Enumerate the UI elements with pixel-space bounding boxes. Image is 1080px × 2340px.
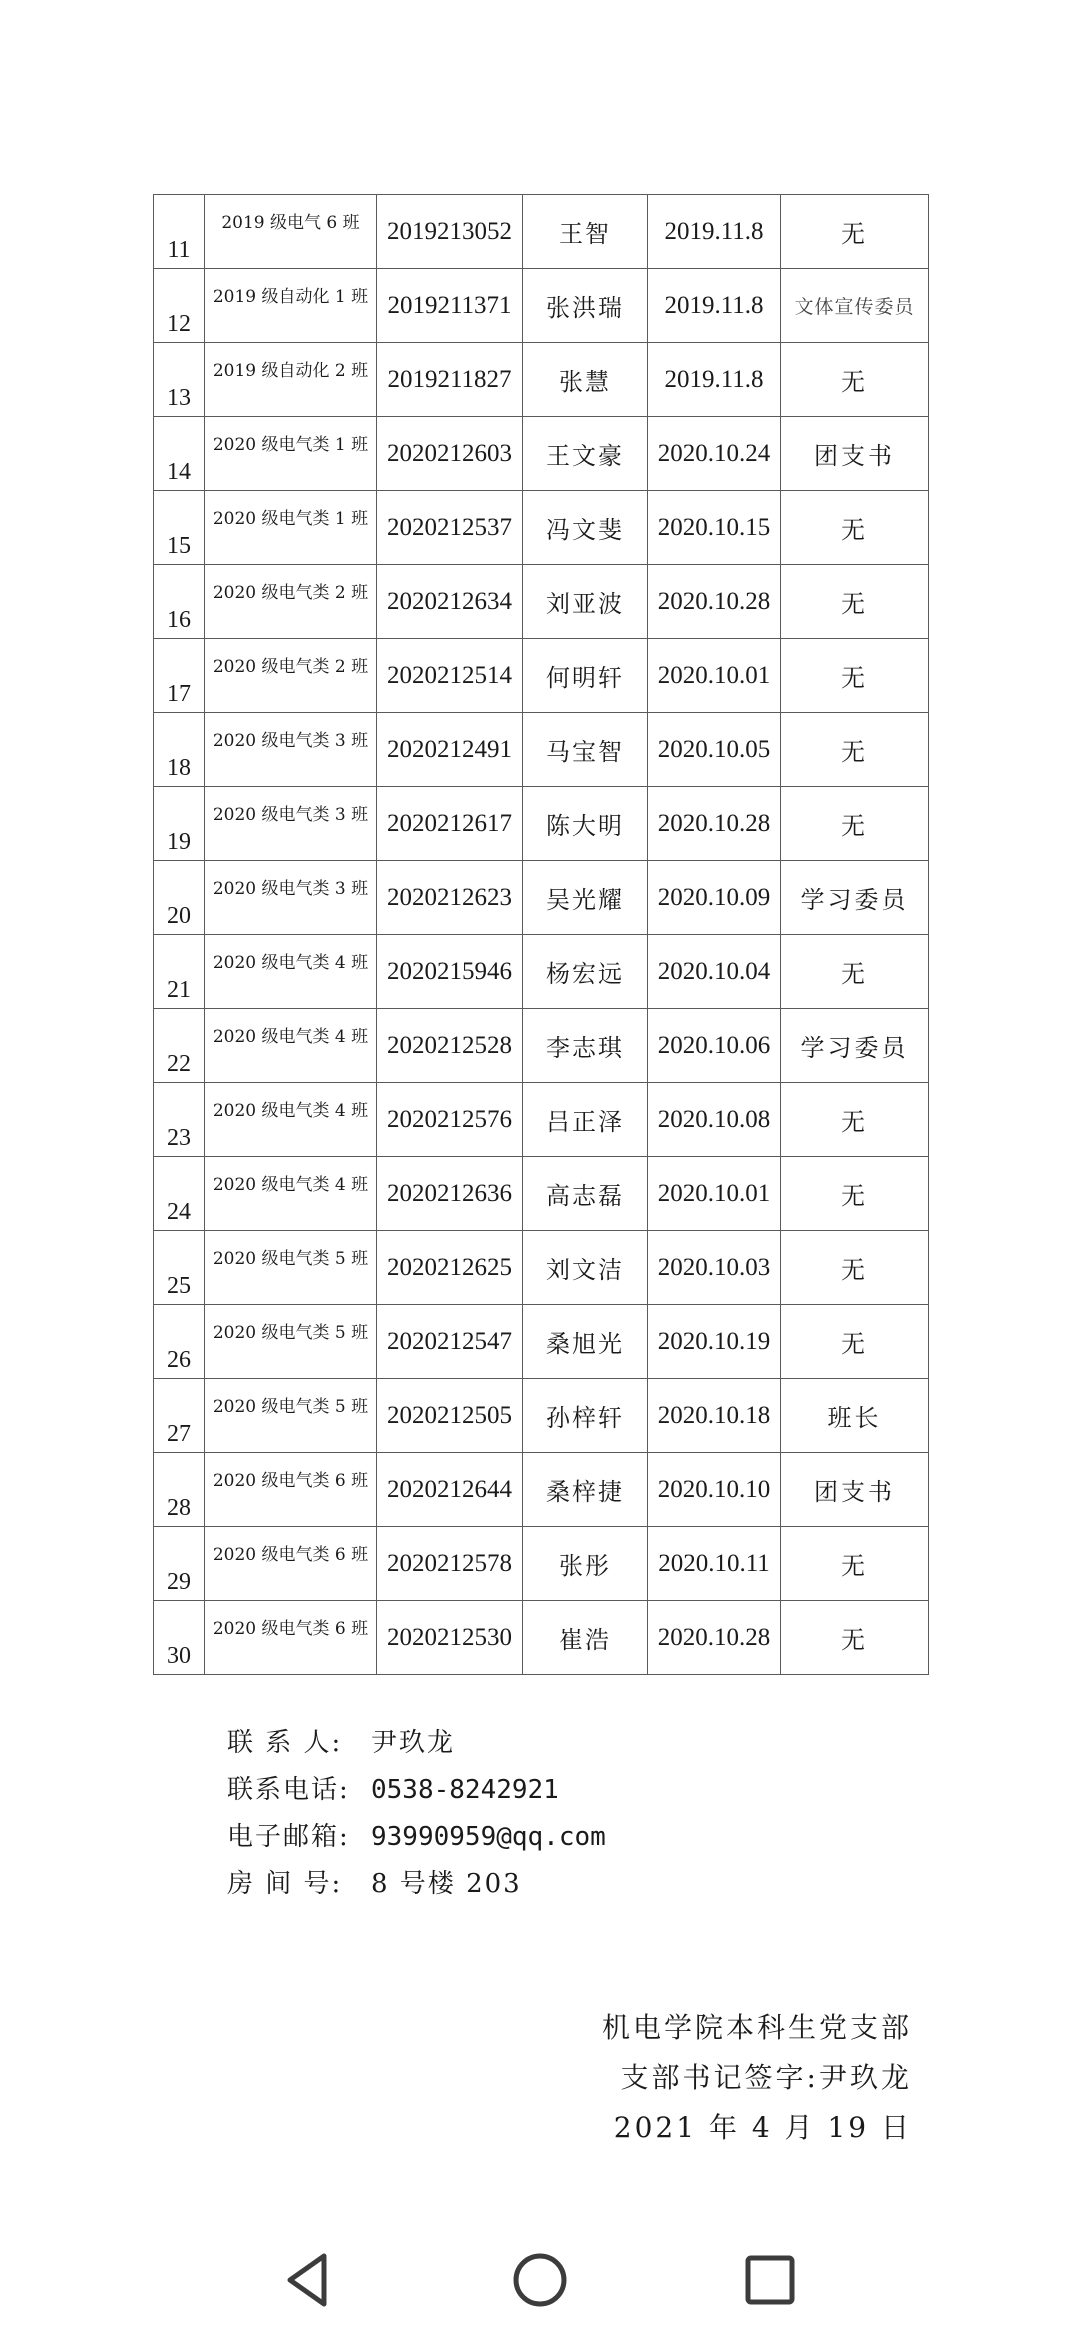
cell-class: 2020 级电气类 4 班 bbox=[205, 1157, 377, 1231]
contact-person-value: 尹玖龙 bbox=[371, 1728, 456, 1758]
cell-role: 团支书 bbox=[781, 417, 929, 491]
cell-name: 杨宏远 bbox=[523, 935, 648, 1009]
cell-date: 2020.10.09 bbox=[648, 861, 781, 935]
cell-role: 无 bbox=[781, 787, 929, 861]
cell-date: 2020.10.28 bbox=[648, 787, 781, 861]
table-row bbox=[154, 491, 929, 565]
cell-name: 张慧 bbox=[523, 343, 648, 417]
cell-role: 团支书 bbox=[781, 1453, 929, 1527]
home-circle-icon bbox=[510, 2250, 570, 2310]
cell-name: 李志琪 bbox=[523, 1009, 648, 1083]
cell-role: 班长 bbox=[781, 1379, 929, 1453]
cell-role: 无 bbox=[781, 1527, 929, 1601]
signature-org: 机电学院本科生党支部 bbox=[601, 2011, 912, 2044]
cell-class: 2020 级电气类 6 班 bbox=[205, 1527, 377, 1601]
cell-student-id: 2019213052 bbox=[377, 195, 523, 269]
table-row bbox=[154, 343, 929, 417]
cell-student-id: 2020215946 bbox=[377, 935, 523, 1009]
cell-class: 2020 级电气类 6 班 bbox=[205, 1453, 377, 1527]
contact-email-label: 电子邮箱: bbox=[227, 1822, 350, 1852]
cell-role: 无 bbox=[781, 565, 929, 639]
contact-phone-row bbox=[227, 1767, 606, 1814]
cell-student-id: 2020212617 bbox=[377, 787, 523, 861]
recents-square-icon bbox=[740, 2250, 800, 2310]
cell-date: 2019.11.8 bbox=[648, 269, 781, 343]
cell-number: 23 bbox=[154, 1083, 205, 1157]
cell-name: 桑旭光 bbox=[523, 1305, 648, 1379]
cell-date: 2020.10.24 bbox=[648, 417, 781, 491]
cell-student-id: 2020212644 bbox=[377, 1453, 523, 1527]
cell-name: 桑梓捷 bbox=[523, 1453, 648, 1527]
cell-date: 2020.10.01 bbox=[648, 639, 781, 713]
cell-student-id: 2020212636 bbox=[377, 1157, 523, 1231]
cell-date: 2020.10.01 bbox=[648, 1157, 781, 1231]
table-row bbox=[154, 195, 929, 269]
cell-student-id: 2020212603 bbox=[377, 417, 523, 491]
cell-student-id: 2020212537 bbox=[377, 491, 523, 565]
cell-number: 25 bbox=[154, 1231, 205, 1305]
cell-number: 21 bbox=[154, 935, 205, 1009]
contact-info bbox=[227, 1720, 606, 1908]
cell-number: 22 bbox=[154, 1009, 205, 1083]
cell-role: 无 bbox=[781, 1083, 929, 1157]
cell-name: 刘文洁 bbox=[523, 1231, 648, 1305]
cell-name: 张洪瑞 bbox=[523, 269, 648, 343]
cell-name: 吕正泽 bbox=[523, 1083, 648, 1157]
cell-date: 2019.11.8 bbox=[648, 343, 781, 417]
table-row bbox=[154, 565, 929, 639]
table-row bbox=[154, 861, 929, 935]
table-row bbox=[154, 1231, 929, 1305]
cell-number: 16 bbox=[154, 565, 205, 639]
cell-student-id: 2020212491 bbox=[377, 713, 523, 787]
cell-student-id: 2020212623 bbox=[377, 861, 523, 935]
home-button[interactable] bbox=[510, 2250, 570, 2310]
cell-date: 2020.10.18 bbox=[648, 1379, 781, 1453]
contact-room-value: 8 号楼 203 bbox=[371, 1869, 522, 1899]
cell-name: 马宝智 bbox=[523, 713, 648, 787]
cell-role: 无 bbox=[781, 1601, 929, 1675]
contact-phone-label: 联系电话: bbox=[227, 1775, 350, 1805]
cell-number: 24 bbox=[154, 1157, 205, 1231]
cell-student-id: 2020212576 bbox=[377, 1083, 523, 1157]
cell-number: 28 bbox=[154, 1453, 205, 1527]
cell-name: 冯文斐 bbox=[523, 491, 648, 565]
cell-student-id: 2020212634 bbox=[377, 565, 523, 639]
cell-date: 2020.10.28 bbox=[648, 1601, 781, 1675]
cell-name: 陈大明 bbox=[523, 787, 648, 861]
signature-secretary-row bbox=[602, 2053, 912, 2103]
cell-role: 无 bbox=[781, 195, 929, 269]
cell-class: 2020 级电气类 5 班 bbox=[205, 1379, 377, 1453]
cell-name: 崔浩 bbox=[523, 1601, 648, 1675]
cell-date: 2020.10.15 bbox=[648, 491, 781, 565]
cell-name: 张彤 bbox=[523, 1527, 648, 1601]
cell-class: 2020 级电气类 6 班 bbox=[205, 1601, 377, 1675]
cell-student-id: 2019211371 bbox=[377, 269, 523, 343]
cell-student-id: 2020212547 bbox=[377, 1305, 523, 1379]
table-row bbox=[154, 1009, 929, 1083]
cell-number: 13 bbox=[154, 343, 205, 417]
cell-student-id: 2019211827 bbox=[377, 343, 523, 417]
cell-number: 14 bbox=[154, 417, 205, 491]
cell-name: 王文豪 bbox=[523, 417, 648, 491]
cell-role: 文体宣传委员 bbox=[781, 269, 929, 343]
signature-block bbox=[602, 2003, 912, 2153]
table-row bbox=[154, 787, 929, 861]
cell-date: 2020.10.03 bbox=[648, 1231, 781, 1305]
table-row bbox=[154, 1453, 929, 1527]
table-row bbox=[154, 935, 929, 1009]
cell-class: 2020 级电气类 4 班 bbox=[205, 935, 377, 1009]
cell-date: 2020.10.28 bbox=[648, 565, 781, 639]
cell-number: 20 bbox=[154, 861, 205, 935]
table-row bbox=[154, 713, 929, 787]
cell-number: 17 bbox=[154, 639, 205, 713]
cell-class: 2020 级电气类 5 班 bbox=[205, 1231, 377, 1305]
cell-name: 孙梓轩 bbox=[523, 1379, 648, 1453]
cell-number: 19 bbox=[154, 787, 205, 861]
cell-class: 2020 级电气类 3 班 bbox=[205, 713, 377, 787]
back-button[interactable] bbox=[280, 2250, 340, 2310]
cell-number: 30 bbox=[154, 1601, 205, 1675]
cell-student-id: 2020212514 bbox=[377, 639, 523, 713]
cell-number: 18 bbox=[154, 713, 205, 787]
cell-student-id: 2020212505 bbox=[377, 1379, 523, 1453]
cell-class: 2020 级电气类 3 班 bbox=[205, 861, 377, 935]
cell-student-id: 2020212528 bbox=[377, 1009, 523, 1083]
cell-role: 无 bbox=[781, 1157, 929, 1231]
table-row bbox=[154, 1157, 929, 1231]
table-row bbox=[154, 269, 929, 343]
cell-number: 27 bbox=[154, 1379, 205, 1453]
table-row bbox=[154, 1601, 929, 1675]
cell-role: 学习委员 bbox=[781, 861, 929, 935]
cell-role: 无 bbox=[781, 1305, 929, 1379]
cell-class: 2020 级电气类 2 班 bbox=[205, 565, 377, 639]
contact-room-row bbox=[227, 1861, 606, 1908]
cell-role: 无 bbox=[781, 491, 929, 565]
cell-class: 2020 级电气类 3 班 bbox=[205, 787, 377, 861]
cell-date: 2020.10.10 bbox=[648, 1453, 781, 1527]
member-table bbox=[153, 194, 929, 1675]
cell-date: 2020.10.08 bbox=[648, 1083, 781, 1157]
cell-date: 2019.11.8 bbox=[648, 195, 781, 269]
cell-name: 何明轩 bbox=[523, 639, 648, 713]
cell-class: 2019 级电气 6 班 bbox=[205, 195, 377, 269]
contact-person-label: 联 系 人: bbox=[227, 1728, 343, 1758]
cell-role: 学习委员 bbox=[781, 1009, 929, 1083]
contact-person-row bbox=[227, 1720, 606, 1767]
signature-secretary-name: 尹玖龙 bbox=[818, 2061, 912, 2094]
cell-number: 12 bbox=[154, 269, 205, 343]
cell-class: 2019 级自动化 1 班 bbox=[205, 269, 377, 343]
recents-button[interactable] bbox=[740, 2250, 800, 2310]
cell-class: 2020 级电气类 1 班 bbox=[205, 417, 377, 491]
cell-date: 2020.10.06 bbox=[648, 1009, 781, 1083]
table-row bbox=[154, 1527, 929, 1601]
cell-number: 11 bbox=[154, 195, 205, 269]
cell-class: 2020 级电气类 4 班 bbox=[205, 1083, 377, 1157]
cell-role: 无 bbox=[781, 935, 929, 1009]
cell-number: 15 bbox=[154, 491, 205, 565]
contact-phone-value: 0538-8242921 bbox=[371, 1775, 559, 1805]
cell-name: 吴光耀 bbox=[523, 861, 648, 935]
cell-name: 刘亚波 bbox=[523, 565, 648, 639]
table-row bbox=[154, 417, 929, 491]
cell-class: 2020 级电气类 5 班 bbox=[205, 1305, 377, 1379]
table-row bbox=[154, 1379, 929, 1453]
cell-class: 2019 级自动化 2 班 bbox=[205, 343, 377, 417]
cell-role: 无 bbox=[781, 639, 929, 713]
contact-room-label: 房 间 号: bbox=[227, 1869, 343, 1899]
contact-email-value: 93990959@qq.com bbox=[371, 1822, 606, 1852]
cell-number: 26 bbox=[154, 1305, 205, 1379]
cell-role: 无 bbox=[781, 1231, 929, 1305]
signature-secretary-label: 支部书记签字: bbox=[620, 2061, 819, 2094]
cell-date: 2020.10.05 bbox=[648, 713, 781, 787]
cell-student-id: 2020212578 bbox=[377, 1527, 523, 1601]
table-row bbox=[154, 639, 929, 713]
cell-class: 2020 级电气类 4 班 bbox=[205, 1009, 377, 1083]
cell-class: 2020 级电气类 2 班 bbox=[205, 639, 377, 713]
cell-date: 2020.10.11 bbox=[648, 1527, 781, 1601]
cell-date: 2020.10.04 bbox=[648, 935, 781, 1009]
contact-email-row bbox=[227, 1814, 606, 1861]
member-table-body bbox=[154, 195, 929, 1675]
cell-name: 高志磊 bbox=[523, 1157, 648, 1231]
cell-class: 2020 级电气类 1 班 bbox=[205, 491, 377, 565]
cell-student-id: 2020212625 bbox=[377, 1231, 523, 1305]
signature-date: 2021 年 4 月 19 日 bbox=[613, 2111, 912, 2144]
cell-role: 无 bbox=[781, 713, 929, 787]
cell-number: 29 bbox=[154, 1527, 205, 1601]
cell-role: 无 bbox=[781, 343, 929, 417]
cell-student-id: 2020212530 bbox=[377, 1601, 523, 1675]
back-triangle-icon bbox=[280, 2250, 340, 2310]
cell-name: 王智 bbox=[523, 195, 648, 269]
table-row bbox=[154, 1305, 929, 1379]
table-row bbox=[154, 1083, 929, 1157]
cell-date: 2020.10.19 bbox=[648, 1305, 781, 1379]
system-navigation-bar bbox=[0, 2220, 1080, 2340]
